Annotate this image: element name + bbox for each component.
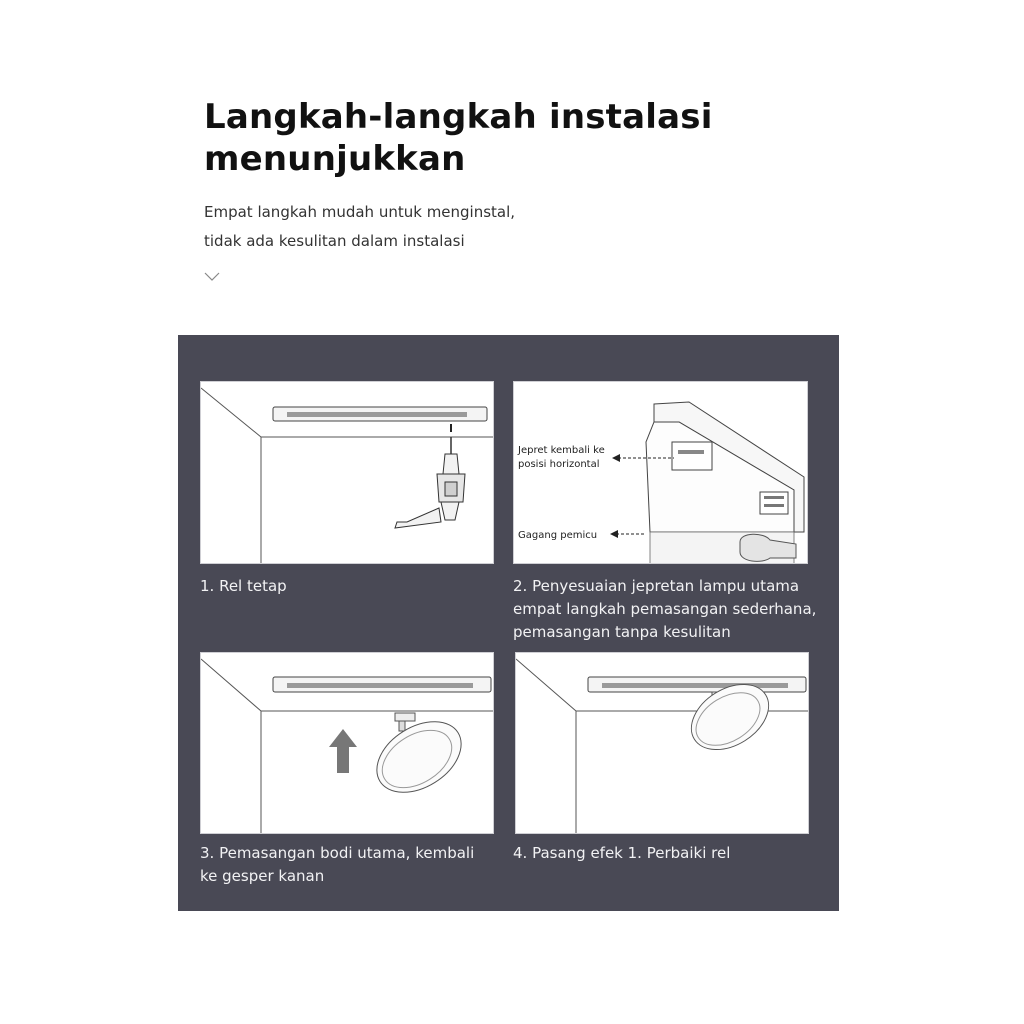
up-arrow-icon [329, 729, 357, 773]
step-2-illustration [513, 381, 808, 564]
caption-line: 3. Pemasangan bodi utama, kembali [200, 844, 475, 862]
page-title-line-2: menunjukkan [204, 139, 466, 179]
page-subtitle [204, 198, 704, 256]
caption-line: ke gesper kanan [200, 867, 325, 885]
drill-icon [395, 437, 465, 528]
caption-line: pemasangan tanpa kesulitan [513, 623, 731, 641]
step-3-illustration [200, 652, 494, 834]
caption-line: empat langkah pemasangan sederhana, [513, 600, 817, 618]
chevron-down-icon[interactable] [203, 268, 221, 287]
caption-line: 1. Rel tetap [200, 577, 287, 595]
track-rail-icon [588, 677, 806, 692]
page-title-line-1: Langkah-langkah instalasi [204, 97, 713, 137]
installation-steps-panel [178, 335, 839, 911]
lamp-icon [364, 707, 474, 807]
step-1-caption [200, 575, 500, 598]
page-title [204, 96, 804, 180]
page-subtitle-line-2: tidak ada kesulitan dalam instalasi [204, 232, 465, 250]
step-1-illustration [200, 381, 494, 564]
snap-label-line-2: posisi horizontal [518, 459, 600, 470]
trigger-label: Gagang pemicu [518, 530, 598, 541]
snap-label-line-1: Jepret kembali ke [518, 445, 605, 456]
step-2-caption [513, 575, 833, 644]
page-subtitle-line-1: Empat langkah mudah untuk menginstal, [204, 203, 516, 221]
step-3-caption [200, 842, 500, 888]
step-4-caption [513, 842, 813, 865]
track-rail-icon [273, 407, 487, 421]
caption-line: 4. Pasang efek 1. Perbaiki rel [513, 844, 731, 862]
caption-line: 2. Penyesuaian jepretan lampu utama [513, 577, 800, 595]
track-rail-icon [273, 677, 491, 692]
step-4-illustration [515, 652, 809, 834]
